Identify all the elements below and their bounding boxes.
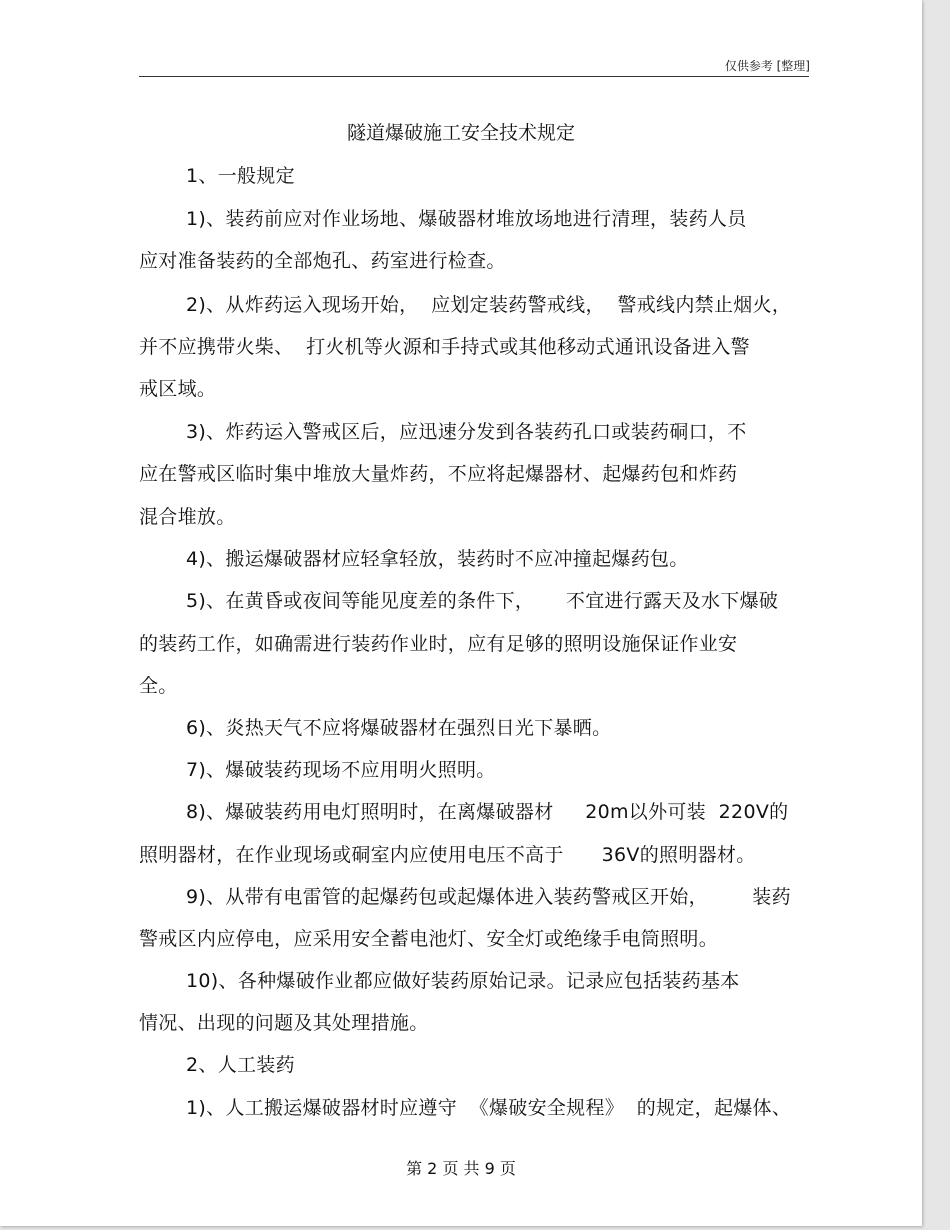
paragraph-line: 1)、装药前应对作业场地、爆破器材堆放场地进行清理，装药人员 <box>186 208 747 230</box>
paragraph-line: 2)、从炸药运入现场开始， 应划定装药警戒线， 警戒线内禁止烟火， <box>186 294 792 316</box>
paragraph-line: 8)、爆破装药用电灯照明时，在离爆破器材 20m以外可装 220V的 <box>186 801 789 823</box>
paragraph-line: 戒区域。 <box>139 378 217 400</box>
paragraph-line: 7)、爆破装药现场不应用明火照明。 <box>186 759 496 781</box>
paragraph-line: 全。 <box>139 675 178 697</box>
section-heading: 2、人工装药 <box>186 1054 295 1076</box>
header-note: 仅供参考 [整理] <box>724 59 810 73</box>
paragraph-line: 6)、炎热天气不应将爆破器材在强烈日光下暴晒。 <box>186 717 612 739</box>
document-title: 隧道爆破施工安全技术规定 <box>346 122 575 144</box>
paragraph-line: 1)、人工搬运爆破器材时应遵守 《爆破安全规程》 的规定，起爆体、 <box>186 1097 792 1119</box>
paragraph-line: 混合堆放。 <box>139 506 236 528</box>
paragraph-line: 5)、在黄昏或夜间等能见度差的条件下， 不宜进行露天及水下爆破 <box>186 590 779 612</box>
paragraph-line: 应对准备装药的全部炮孔、药室进行检查。 <box>139 250 506 272</box>
paragraph-line: 3)、炸药运入警戒区后，应迅速分发到各装药孔口或装药硐口，不 <box>186 421 747 443</box>
paragraph-line: 4)、搬运爆破器材应轻拿轻放，装药时不应冲撞起爆药包。 <box>186 548 689 570</box>
paragraph-line: 应在警戒区临时集中堆放大量炸药，不应将起爆器材、起爆药包和炸药 <box>139 463 738 485</box>
paragraph-line: 10)、各种爆破作业都应做好装药原始记录。记录应包括装药基本 <box>186 970 740 992</box>
header-rule <box>139 76 809 77</box>
paragraph-line: 情况、出现的问题及其处理措施。 <box>139 1012 429 1034</box>
paragraph-line: 并不应携带火柴、 打火机等火源和手持式或其他移动式通讯设备进入警 <box>139 336 750 358</box>
section-heading: 1、一般规定 <box>186 165 295 187</box>
paragraph-line: 的装药工作，如确需进行装药作业时，应有足够的照明设施保证作业安 <box>139 633 738 655</box>
paragraph-line: 9)、从带有电雷管的起爆药包或起爆体进入装药警戒区开始， 装药 <box>186 886 791 908</box>
paragraph-line: 照明器材，在作业现场或硐室内应使用电压不高于 36V的照明器材。 <box>139 844 756 866</box>
page-footer: 第 2 页 共 9 页 <box>406 1159 516 1178</box>
paragraph-line: 警戒区内应停电，应采用安全蓄电池灯、安全灯或绝缘手电筒照明。 <box>139 928 719 950</box>
